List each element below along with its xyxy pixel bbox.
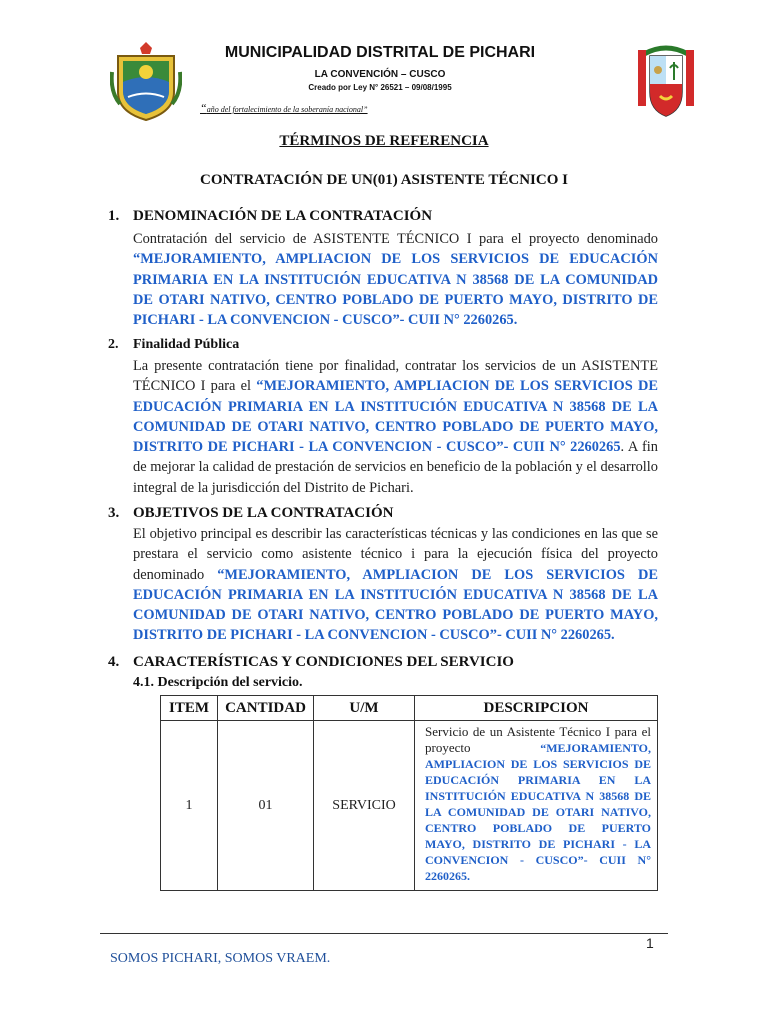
section-4-number: 4. xyxy=(108,654,120,670)
creation-law: Creado por Ley N° 26521 – 09/08/1995 xyxy=(308,83,452,92)
section-2-number: 2. xyxy=(108,337,119,352)
section-3-body xyxy=(133,524,658,646)
desc-intro: Servicio de un Asistente Técnico I para el proyecto xyxy=(425,724,651,755)
section-2-title: Finalidad Pública xyxy=(133,337,240,352)
peru-coat-of-arms-logo xyxy=(634,40,698,120)
subsection-4-1-title: 4.1. Descripción del servicio. xyxy=(133,675,303,690)
footer-divider xyxy=(100,933,668,934)
section-1-number: 1. xyxy=(108,208,120,224)
header-cantidad: CANTIDAD xyxy=(218,696,314,721)
footer-slogan: SOMOS PICHARI, SOMOS VRAEM. xyxy=(110,951,331,966)
municipality-location: LA CONVENCIÓN – CUSCO xyxy=(314,69,446,80)
cell-um: SERVICIO xyxy=(314,721,415,891)
document-title: TÉRMINOS DE REFERENCIA xyxy=(279,133,489,149)
motto-text: año del fortalecimiento de la soberanía nacional” xyxy=(206,105,368,114)
service-description-table xyxy=(160,695,658,891)
section-2-project-name: “MEJORAMIENTO, AMPLIACION DE LOS SERVICIOS DE EDUCACIÓN PRIMARIA EN LA INSTITUCIÓN EDUCATIVA N 38568 DE LA COMUNIDAD DE OTARI NATIVO, CENTRO POBLADO DE PUERTO MAYO, DISTRITO DE PICHARI - LA CONVENCION - CUSCO”- CUII N° 2260265 xyxy=(133,378,658,456)
section-3-project-name: “MEJORAMIENTO, AMPLIACION DE LOS SERVICIOS DE EDUCACIÓN PRIMARIA EN LA INSTITUCIÓN EDUCATIVA N 38568 DE LA COMUNIDAD DE OTARI NATIVO, CENTRO POBLADO DE PUERTO MAYO, DISTRITO DE PICHARI - LA CONVENCION - CUSCO”- CUII N° 2260265. xyxy=(133,566,658,644)
municipal-shield-logo xyxy=(110,42,182,122)
table-header-row xyxy=(161,696,658,721)
section-3-number: 3. xyxy=(108,505,120,521)
cell-item: 1 xyxy=(161,721,218,891)
section-1-title: DENOMINACIÓN DE LA CONTRATACIÓN xyxy=(133,208,433,224)
municipality-title: MUNICIPALIDAD DISTRITAL DE PICHARI xyxy=(224,44,536,61)
header-um: U/M xyxy=(314,696,415,721)
year-motto xyxy=(200,101,560,116)
page-number: 1 xyxy=(646,935,654,951)
motto-open-quote: “ xyxy=(200,101,207,115)
section-3-intro: El objetivo principal es describir las características técnicas y las condiciones en las que se prestara el servicio como asistente técnico i para la ejecución física del proyecto denominado xyxy=(133,526,658,583)
header-descripcion: DESCRIPCION xyxy=(415,696,658,721)
section-2-body xyxy=(133,356,658,498)
table-row xyxy=(161,721,658,891)
section-2-outro: . A fin de mejorar la calidad de prestación de servicios en beneficio de la población y el desarrollo integral de la jurisdicción del Distrito de Pichari. xyxy=(133,439,658,496)
section-1-body xyxy=(133,229,658,330)
header-item: ITEM xyxy=(161,696,218,721)
document-subtitle: CONTRATACIÓN DE UN(01) ASISTENTE TÉCNICO I xyxy=(200,172,568,188)
section-1-project-name: “MEJORAMIENTO, AMPLIACION DE LOS SERVICIOS DE EDUCACIÓN PRIMARIA EN LA INSTITUCIÓN EDUCATIVA N 38568 DE LA COMUNIDAD DE OTARI NATIVO, CENTRO POBLADO DE PUERTO MAYO, DISTRITO DE PICHARI - LA CONVENCION - CUSCO”- CUII N° 2260265. xyxy=(133,251,658,329)
section-3-title: OBJETIVOS DE LA CONTRATACIÓN xyxy=(133,505,394,521)
cell-descripcion xyxy=(415,721,658,891)
section-2-intro: La presente contratación tiene por finalidad, contratar los servicios de un ASISTENTE TÉCNICO I para el xyxy=(133,358,658,395)
cell-cantidad: 01 xyxy=(218,721,314,891)
desc-project-name: “MEJORAMIENTO, AMPLIACION DE LOS SERVICIOS DE EDUCACIÓN PRIMARIA EN LA INSTITUCIÓN EDUCATIVA N 38568 DE LA COMUNIDAD DE OTARI NATIVO, CENTRO POBLADO DE PUERTO MAYO, DISTRITO DE PICHARI - LA CONVENCION - CUSCO”- CUII N° 2260265. xyxy=(425,741,651,883)
section-1-intro: Contratación del servicio de ASISTENTE TÉCNICO I para el proyecto denominado xyxy=(133,231,658,247)
section-4-title: CARACTERÍSTICAS Y CONDICIONES DEL SERVICIO xyxy=(133,654,514,670)
